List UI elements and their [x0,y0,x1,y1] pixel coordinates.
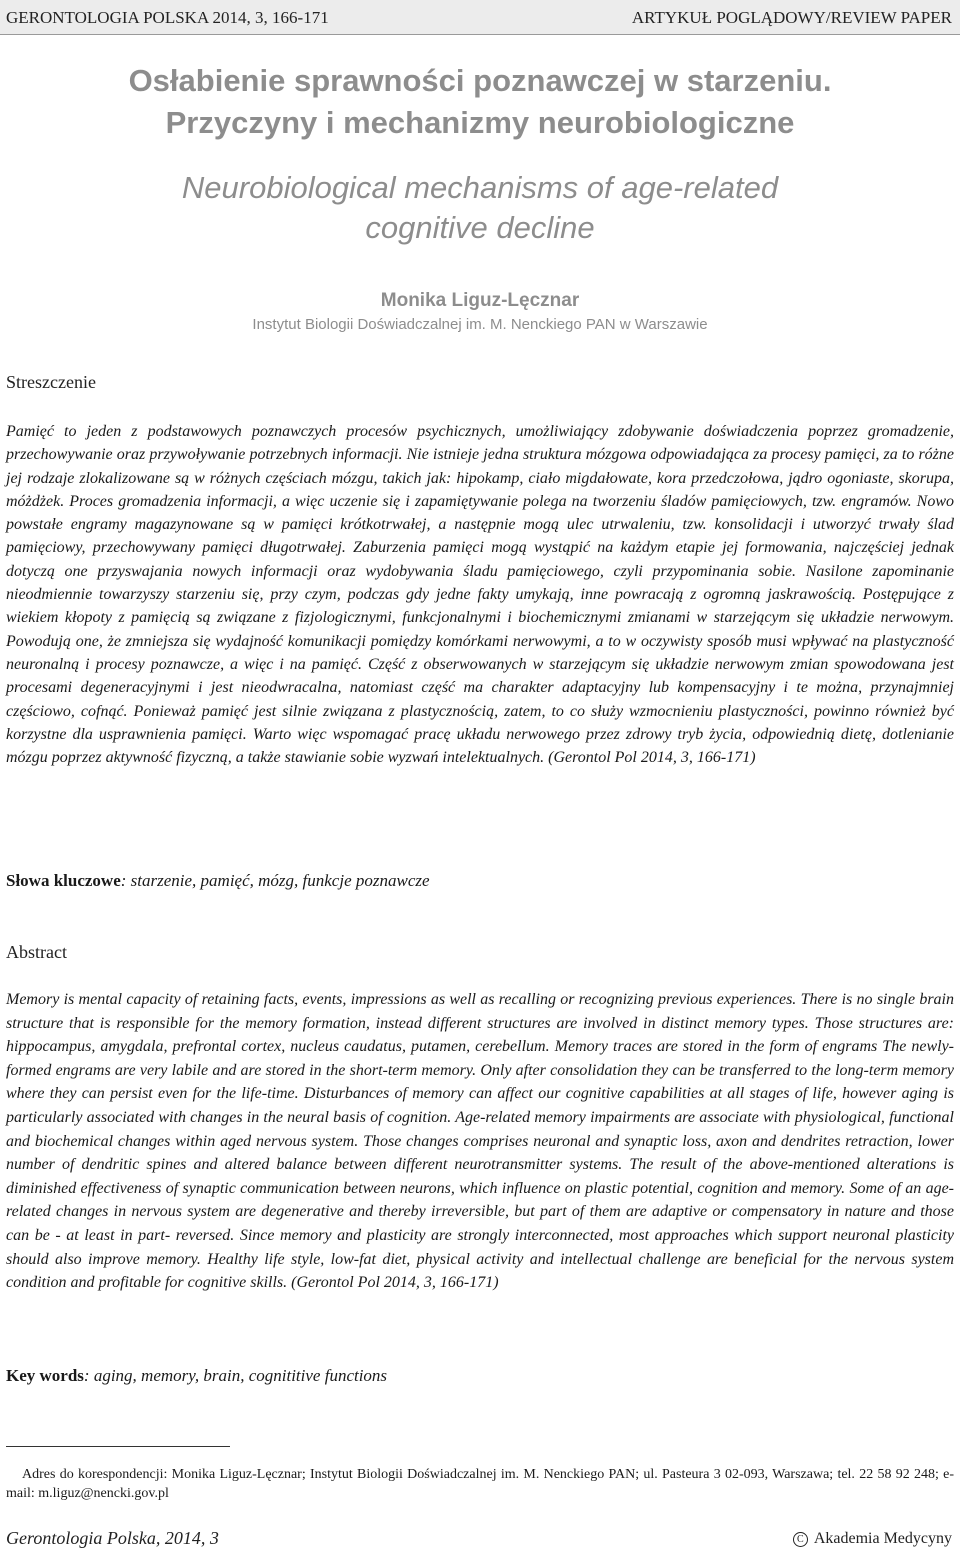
footnote-rule [6,1446,230,1447]
article-type: ARTYKUŁ POGLĄDOWY/REVIEW PAPER [631,8,952,27]
author-affiliation: Instytut Biologii Doświadczalnej im. M. Nenckiego PAN w Warszawie [252,316,708,333]
footer-journal: Gerontologia Polska, 2014, 3 [6,1528,219,1548]
title-polish-line1: Osłabienie sprawności poznawczej w starzeniu. [128,63,832,98]
key-words-value: : aging, memory, brain, cognititive functions [83,1366,388,1385]
streszczenie-text: Pamięć to jeden z podstawowych poznawczych procesów psychicznych, umożliwiający zdobywanie doświadczenia poprzez gromadzenie, przechowywanie oraz przywoływanie potrzebnych informacji. Nie istnieje jedna struktura mózgowa odpowiadająca za procesy pamięci, za to różne jej rodzaje zlokalizowane są w różnych częściach mózgu, takich jak: hipokamp, ciało migdałowate, kora przedczołowa, jądro ogoniaste, skorupa, móżdżek. Proces gromadzenia informacji, a więc uczenie się i zapamiętywanie polega na tworzeniu śladów pamięciowych, tzw. engramów. Nowo powstałe engramy magazynowane są w pamięci krótkotrwałej, a następnie mogą ulec utrwaleniu, tzw. konsolidacji i utworzyć trwały ślad pamięciowy, przechowywany pamięci długotrwałej. Zaburzenia pamięci mogą wystąpić na każdym etapie jej formowania, najczęściej jednak dotyczą one przyswajania nowych informacji oraz wydobywania śladu pamięciowego, czyli przypominania sobie. Nasilone zapominanie nieodmiennie towarzyszy starzeniu się, przy czym, podczas gdy jedne fakty umykają, inne powracają z ogromną jaskrawością. Postępujące z wiekiem kłopoty z pamięcią są związane z fizjologicznymi, funkcjonalnymi i biochemicznymi zmianami w starzejącym się układzie nerwowym. Powodują one, że zmniejsza się wydajność komunikacji pomiędzy komórkami nerwowymi, a to w oczywisty sposób musi wpływać na plastyczność neuronalną i procesy poznawcze, a więc i na pamięć. Część z obserwowanych w starzejącym się układzie nerwowym zmian spowodowana jest procesami degeneracyjnymi i jest nieodwracalna, natomiast część ma charakter adaptacyjny lub kompensacyjny i te można, przynajmniej częściowo, cofnąć. Ponieważ pamięć jest silnie związana z plastycznością, zatem, to co służy wzmocnieniu plastyczności, powinno również być korzystne dla usprawnienia pamięci. Warto więc wspomagać pracę układu nerwowego przez zdrowy tryb życia, odpowiednią dietę, dotlenianie mózgu poprzez aktywność fizyczną, a także stawianie sobie wyzwań intelektualnych. (Gerontol Pol 2014, 3, 166-171) [6,423,954,767]
streszczenie-heading: Streszczenie [6,372,96,392]
title-polish [0,60,960,144]
copyright-icon: C [793,1532,808,1547]
footer-publisher [793,1530,952,1548]
slowa-kluczowe-label: Słowa kluczowe [6,871,121,890]
title-english [0,168,960,248]
abstract-heading: Abstract [6,942,67,962]
abstract-text: Memory is mental capacity of retaining facts, events, impressions as well as recalling or recognizing previous experiences. There is no single brain structure that is responsible for the memory formation, instead different structures are involved in distinct memory types. Those structures are: hippocampus, amygdala, prefrontal cortex, nucleus caudatus, putamen, cerebellum. Memory traces are stored in the form of engrams The newly-formed engrams are very labile and are stored in the short-term memory. Only after consolidation they can be transferred to the long-term memory where they can persist even for the life-time. Disturbances of memory can affect our cognitive capabilities at all stages of life, however aging is particularly associated with changes in the neural basis of cognition. Age-related memory impairments are associate with physiological, functional and biochemical changes within aged nervous system. Those changes comprises neuronal and synaptic loss, axon and dendrites retraction, lower number of dendritic spines and altered balance between different neurotransmitter systems. The result of the above-mentioned alterations is diminished effectiveness of synaptic communication between neurons, which influence on plastic potential, cognition and memory. Some of an age-related changes in nervous system are degenerative and thereby irreversible, but part of them are adaptive or compensatory in nature and those can be - at least in part- reversed. Since memory and plasticity are strongly interconnected, most approaches which support neuronal plasticity should also improve memory. Healthy life style, low-fat diet, physical activity and intellectual challenge are beneficial for the nervous system condition and profitable for cognitive skills. (Gerontol Pol 2014, 3, 166-171) [6,991,954,1292]
title-english-line2: cognitive decline [365,210,595,245]
publisher-name: Akademia Medycyny [813,1530,952,1547]
journal-citation: GERONTOLOGIA POLSKA 2014, 3, 166-171 [6,8,329,27]
author-name: Monika Liguz-Lęcznar [380,290,580,311]
running-header [0,0,960,35]
slowa-kluczowe-value: : starzenie, pamięć, mózg, funkcje poznawcze [120,871,430,890]
title-polish-line2: Przyczyny i mechanizmy neurobiologiczne [165,105,795,140]
title-english-line1: Neurobiological mechanisms of age-related [181,170,779,205]
key-words [6,1366,387,1386]
slowa-kluczowe [6,871,430,891]
key-words-label: Key words [6,1366,84,1385]
correspondence-footnote: Adres do korespondencji: Monika Liguz-Lęcznar; Instytut Biologii Doświadczalnej im. M. Nenckiego PAN; ul. Pasteura 3 02-093, Warszawa; tel. 22 58 92 248; e-mail: m.liguz@nencki.gov.pl [6,1467,954,1501]
